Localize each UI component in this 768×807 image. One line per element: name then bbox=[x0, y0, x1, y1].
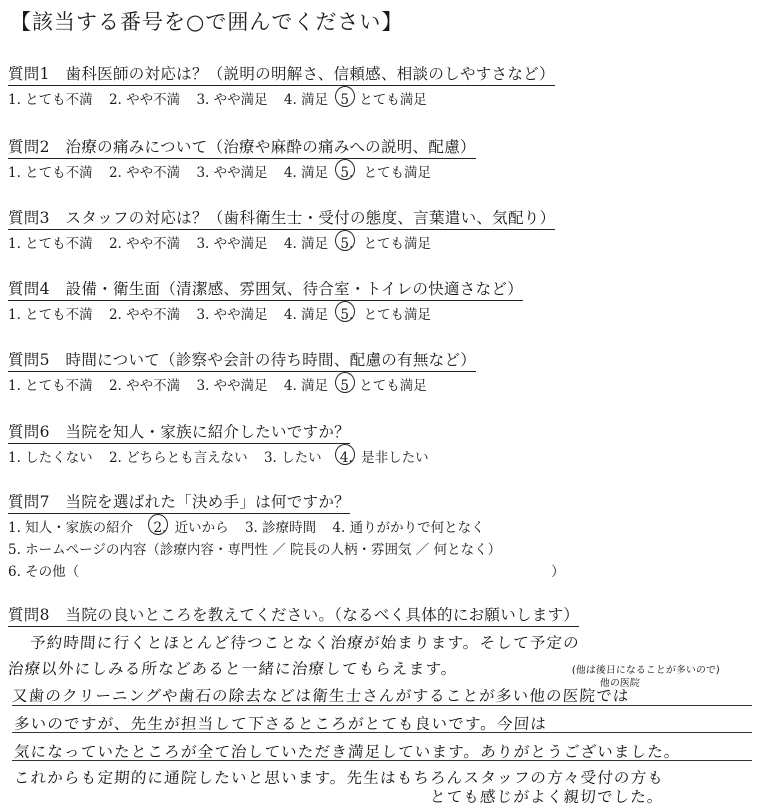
option-1[interactable]: 1. したくない bbox=[8, 450, 93, 466]
option-4[interactable]: 4. 満足 bbox=[283, 378, 329, 394]
option-4[interactable]: 4. 満足 bbox=[283, 236, 329, 252]
question-8 bbox=[8, 603, 579, 627]
ruled-line bbox=[12, 732, 752, 733]
answer-options bbox=[8, 375, 476, 397]
answer-options bbox=[8, 233, 555, 255]
option-5-label: とても満足 bbox=[363, 165, 432, 181]
question-2 bbox=[8, 135, 476, 184]
answer-options bbox=[8, 162, 476, 184]
options-line-3 bbox=[8, 561, 565, 583]
options-line-1 bbox=[8, 517, 565, 539]
option-3[interactable]: 3. やや満足 bbox=[196, 307, 268, 323]
page-header: 【該当する番号を○で囲んでください】 bbox=[10, 10, 404, 34]
option-2[interactable]: 2. やや不満 bbox=[108, 92, 181, 108]
handwritten-note: (他は後日になることが多いので) bbox=[571, 665, 721, 676]
option-3[interactable]: 3. やや満足 bbox=[196, 236, 268, 252]
option-5-label: とても満足 bbox=[359, 378, 427, 394]
option-3[interactable]: 3. やや満足 bbox=[196, 378, 268, 394]
answer-options bbox=[8, 517, 565, 583]
option-5-selected[interactable] bbox=[340, 233, 353, 255]
option-4[interactable]: 4. 満足 bbox=[283, 92, 329, 108]
question-4 bbox=[8, 277, 523, 326]
options-line-2[interactable]: 5. ホームページの内容（診療内容・専門性 ／ 院長の人柄・雰囲気 ／ 何となく） bbox=[8, 542, 502, 558]
handwritten-line: 気になっていたところが全て治していただき満足しています。ありがとうございました。 bbox=[13, 743, 682, 761]
option-5-label: とても満足 bbox=[363, 307, 432, 323]
option-4-label: 是非したい bbox=[361, 450, 429, 466]
circled-number: 5 bbox=[340, 375, 349, 397]
option-1[interactable]: 1. とても不満 bbox=[8, 378, 93, 394]
answer-options bbox=[8, 89, 555, 111]
handwritten-answer bbox=[0, 628, 768, 806]
handwritten-note: 他の医院 bbox=[599, 678, 641, 689]
ruled-line bbox=[12, 760, 752, 761]
circled-number: 5 bbox=[340, 89, 349, 111]
question-title: 質問6 当院を知人・家族に紹介したいですか？ bbox=[8, 420, 350, 444]
circled-number: 4. bbox=[340, 447, 353, 469]
option-5-selected[interactable] bbox=[340, 89, 349, 111]
option-6-label[interactable]: 6. その他（ bbox=[8, 564, 80, 580]
option-5-selected[interactable] bbox=[340, 304, 353, 326]
circled-number: 5. bbox=[340, 162, 353, 184]
circled-number: 5. bbox=[340, 304, 353, 326]
question-6 bbox=[8, 420, 441, 469]
option-4[interactable]: 4. 満足 bbox=[283, 165, 329, 181]
handwritten-line: 予約時間に行くとほとんど待つことなく治療が始まります。そして予定の bbox=[29, 634, 581, 652]
question-3 bbox=[8, 206, 555, 255]
option-5-label: とても満足 bbox=[359, 92, 427, 108]
option-3[interactable]: 3. したい bbox=[263, 450, 322, 466]
option-1[interactable]: 1. とても不満 bbox=[8, 236, 93, 252]
question-1 bbox=[8, 62, 555, 111]
question-title: 質問4 設備・衛生面（清潔感、雰囲気、待合室・トイレの快適さなど） bbox=[8, 277, 523, 301]
question-title: 質問1 歯科医師の対応は？（説明の明解さ、信頼感、相談のしやすさなど） bbox=[8, 62, 555, 86]
option-2[interactable]: 2. やや不満 bbox=[108, 165, 181, 181]
handwritten-line: とても感じがよく親切でした。 bbox=[429, 788, 665, 806]
option-5-selected[interactable] bbox=[340, 375, 349, 397]
question-title: 質問2 治療の痛みについて（治療や麻酔の痛みへの説明、配慮） bbox=[8, 135, 476, 159]
option-6-close: ） bbox=[551, 564, 565, 580]
answer-options bbox=[8, 304, 523, 326]
option-2[interactable]: 2. どちらとも言えない bbox=[108, 450, 248, 466]
option-3[interactable]: 3. やや満足 bbox=[196, 165, 268, 181]
option-4[interactable]: 4. 通りがかりで何となく bbox=[332, 520, 485, 536]
handwritten-line: これからも定期的に通院したいと思います。先生はもちろんスタッフの方々受付の方も bbox=[13, 769, 665, 787]
option-5-label: とても満足 bbox=[363, 236, 432, 252]
option-4-selected[interactable] bbox=[340, 447, 353, 469]
option-2[interactable]: 2. やや不満 bbox=[108, 236, 181, 252]
question-title: 質問5 時間について（診察や会計の待ち時間、配慮の有無など） bbox=[8, 348, 476, 372]
circled-number: 5. bbox=[340, 233, 353, 255]
question-7 bbox=[8, 490, 565, 583]
option-1[interactable]: 1. とても不満 bbox=[8, 165, 93, 181]
answer-options bbox=[8, 447, 441, 469]
option-2[interactable]: 2. やや不満 bbox=[108, 307, 181, 323]
handwritten-line: 又歯のクリーニングや歯石の除去などは衛生士さんがすることが多い他の医院では bbox=[11, 687, 631, 705]
option-2-selected[interactable] bbox=[153, 517, 166, 539]
option-5-selected[interactable] bbox=[340, 162, 353, 184]
handwritten-line: 治療以外にしみる所などあると一緒に治療してもらえます。 bbox=[7, 660, 459, 678]
option-1[interactable]: 1. 知人・家族の紹介 bbox=[8, 520, 134, 536]
question-title: 質問3 スタッフの対応は？（歯科衛生士・受付の態度、言葉遣い、気配り） bbox=[8, 206, 555, 230]
option-3[interactable]: 3. 診療時間 bbox=[244, 520, 317, 536]
question-5 bbox=[8, 348, 476, 397]
circled-number: 2. bbox=[153, 517, 166, 539]
question-title: 質問8 当院の良いところを教えてください。（なるべく具体的にお願いします） bbox=[8, 603, 579, 627]
ruled-line bbox=[12, 705, 752, 706]
option-2[interactable]: 2. やや不満 bbox=[108, 378, 181, 394]
option-3[interactable]: 3. やや満足 bbox=[196, 92, 268, 108]
option-4[interactable]: 4. 満足 bbox=[283, 307, 329, 323]
option-1[interactable]: 1. とても不満 bbox=[8, 92, 93, 108]
option-2-label: 近いから bbox=[174, 520, 229, 536]
option-1[interactable]: 1. とても不満 bbox=[8, 307, 93, 323]
question-title: 質問7 当院を選ばれた「決め手」は何ですか？ bbox=[8, 490, 350, 514]
handwritten-line: 多いのですが、先生が担当して下さるところがとても良いです。今回は bbox=[13, 715, 548, 733]
